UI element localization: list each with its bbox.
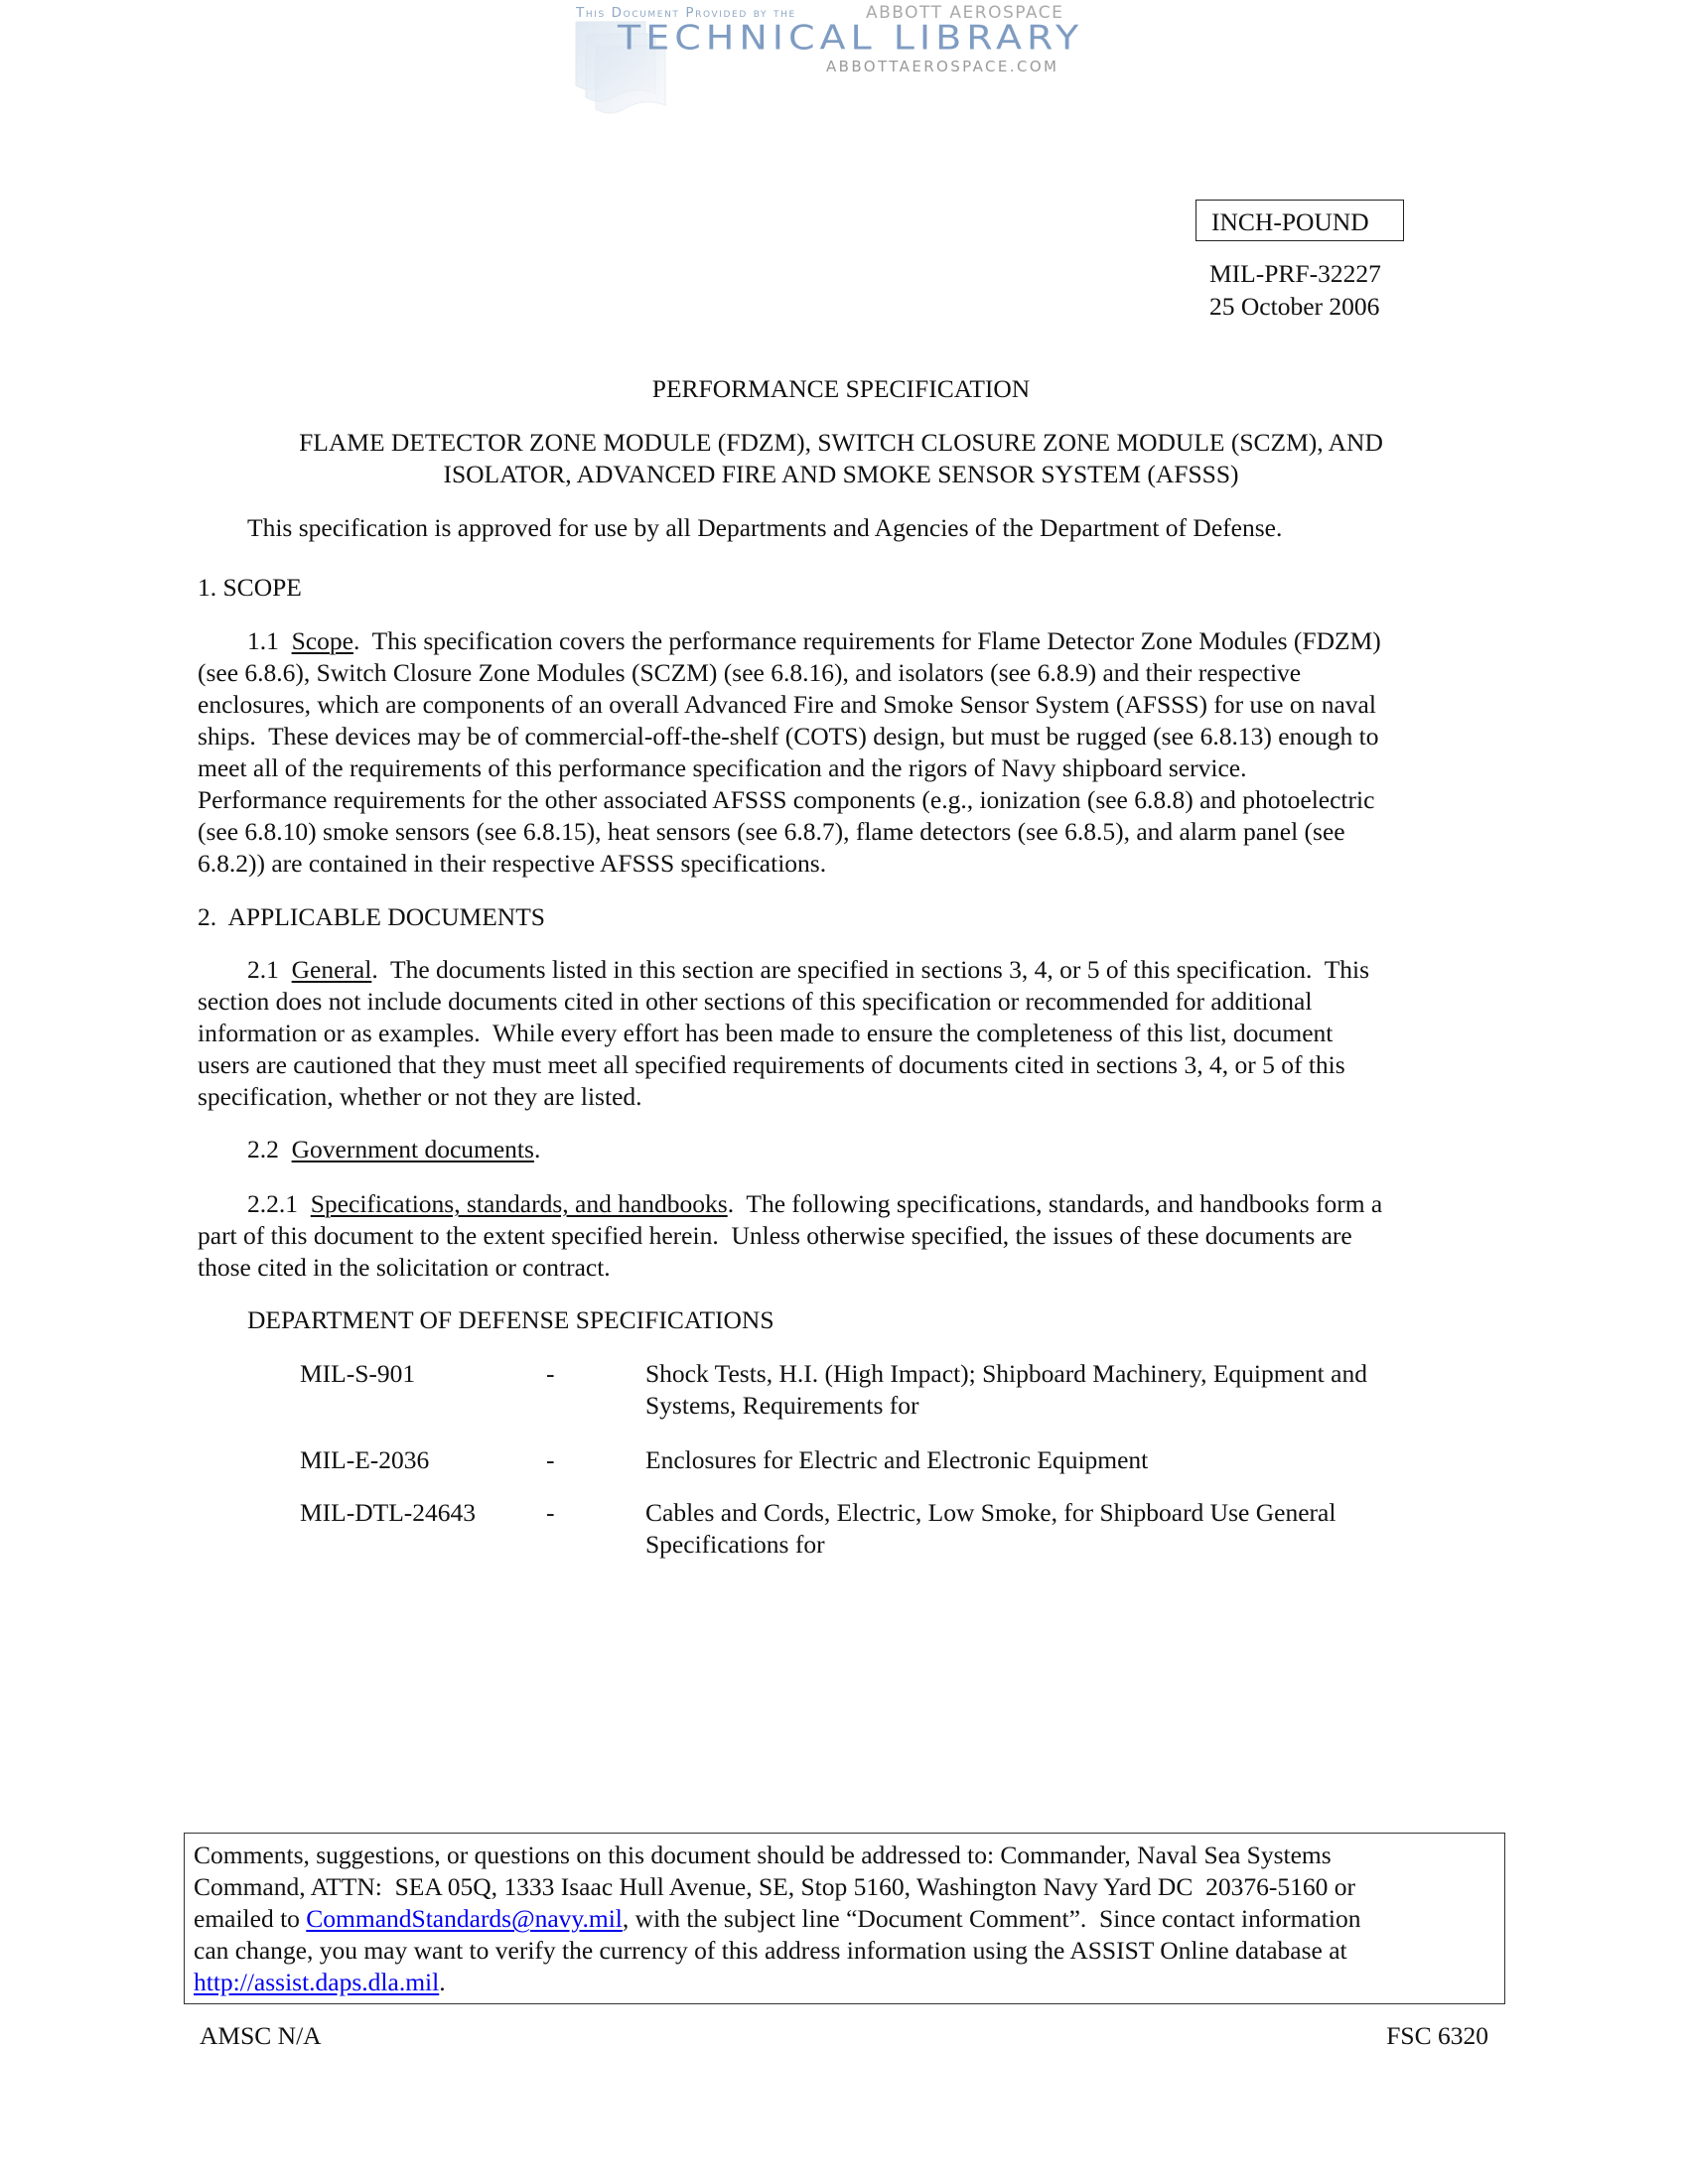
reference-number: MIL-DTL-24643 xyxy=(300,1498,477,1527)
watermark-provided-by: This Document Provided by the xyxy=(576,5,796,21)
para-2-1-text-line: specification, whether or not they are listed. xyxy=(198,1082,642,1111)
section-1-heading: 1. SCOPE xyxy=(198,573,302,602)
reference-title-cont: Systems, Requirements for xyxy=(645,1391,919,1420)
para-1-1-text-line: 6.8.2)) are contained in their respective AFSSS specifications. xyxy=(198,849,827,878)
para-2-2-1-text-line: those cited in the solicitation or contract. xyxy=(198,1253,611,1282)
watermark-brand: ABBOTT AEROSPACE xyxy=(866,3,1064,23)
comments-url-suffix: . xyxy=(439,1968,446,1996)
para-2-2-line xyxy=(247,1137,540,1162)
para-2-1-text: . The documents listed in this section are specified in sections 3, 4, or 5 of this specification. This xyxy=(371,955,1370,984)
document-date: 25 October 2006 xyxy=(1209,292,1380,321)
assist-url-link[interactable]: http://assist.daps.dla.mil xyxy=(194,1968,440,1996)
para-2-2-number: 2.2 xyxy=(247,1135,292,1163)
email-link[interactable]: CommandStandards@navy.mil xyxy=(306,1904,623,1933)
para-1-1-text-line: (see 6.8.10) smoke sensors (see 6.8.15), heat sensors (see 6.8.7), flame detectors (see 6.8.5), and alarm panel (see xyxy=(198,817,1345,846)
para-2-2-1-title: Specifications, standards, and handbooks xyxy=(310,1189,728,1218)
classification-label: INCH-POUND xyxy=(1211,207,1369,236)
reference-dash: - xyxy=(546,1498,555,1527)
comments-line-1: Comments, suggestions, or questions on this document should be addressed to: Commander, Naval Sea Systems xyxy=(194,1841,1332,1869)
para-2-2-1-line xyxy=(247,1191,1382,1217)
para-1-1-number: 1.1 xyxy=(247,626,292,655)
reference-number: MIL-E-2036 xyxy=(300,1445,430,1474)
reference-title-cont: Specifications for xyxy=(645,1530,825,1559)
comments-line-5 xyxy=(194,1970,446,1995)
reference-dash: - xyxy=(546,1359,555,1388)
approval-statement: This specification is approved for use by all Departments and Agencies of the Department of Defense. xyxy=(247,513,1283,542)
amsc-label: AMSC N/A xyxy=(200,2021,322,2050)
comments-email-suffix: , with the subject line “Document Comment”. Since contact information xyxy=(622,1904,1361,1933)
para-2-1-text-line: users are cautioned that they must meet all specified requirements of documents cited in sections 3, 4, or 5 of this xyxy=(198,1050,1345,1079)
watermark-url: ABBOTTAEROSPACE.COM xyxy=(826,58,1059,75)
para-1-1-text: . This specification covers the performance requirements for Flame Detector Zone Modules (FDZM) xyxy=(352,626,1381,655)
para-1-1-text-line: enclosures, which are components of an overall Advanced Fire and Smoke Sensor System (AFSSS) for use on naval xyxy=(198,690,1376,719)
para-1-1-title: Scope xyxy=(291,626,353,655)
document-number: MIL-PRF-32227 xyxy=(1209,259,1381,288)
para-1-1-text-line: meet all of the requirements of this performance specification and the rigors of Navy shipboard service. xyxy=(198,753,1247,782)
reference-number: MIL-S-901 xyxy=(300,1359,416,1388)
spec-type-heading: PERFORMANCE SPECIFICATION xyxy=(651,374,1031,403)
para-2-2-suffix: . xyxy=(533,1135,541,1163)
watermark-title: TECHNICAL LIBRARY xyxy=(618,18,1084,58)
reference-title: Cables and Cords, Electric, Low Smoke, for Shipboard Use General xyxy=(645,1498,1336,1527)
para-2-1-number: 2.1 xyxy=(247,955,292,984)
para-1-1-text-line: Performance requirements for the other associated AFSSS components (e.g., ionization (see 6.8.8) and photoelectric xyxy=(198,785,1375,814)
spec-title-line-2: ISOLATOR, ADVANCED FIRE AND SMOKE SENSOR SYSTEM (AFSSS) xyxy=(443,460,1239,488)
para-1-1-line xyxy=(247,628,1381,654)
para-2-1-text-line: section does not include documents cited in other sections of this specification or recommended for additional xyxy=(198,987,1313,1016)
fsc-label: FSC 6320 xyxy=(1386,2021,1488,2050)
comments-email-prefix: emailed to xyxy=(194,1904,307,1933)
para-2-1-text-line: information or as examples. While every effort has been made to ensure the completeness of this list, document xyxy=(198,1019,1334,1047)
para-2-2-1-text-line: part of this document to the extent specified herein. Unless otherwise specified, the issues of these documents are xyxy=(198,1221,1352,1250)
para-2-2-title: Government documents xyxy=(291,1135,534,1163)
reference-title: Shock Tests, H.I. (High Impact); Shipboard Machinery, Equipment and xyxy=(645,1359,1367,1388)
para-2-1-title: General xyxy=(291,955,372,984)
reference-dash: - xyxy=(546,1445,555,1474)
comments-line-2: Command, ATTN: SEA 05Q, 1333 Isaac Hull Avenue, SE, Stop 5160, Washington Navy Yard DC 20376-5160 or xyxy=(194,1872,1355,1901)
comments-line-4: can change, you may want to verify the currency of this address information using the ASSIST Online database at xyxy=(194,1936,1347,1965)
reference-title: Enclosures for Electric and Electronic Equipment xyxy=(645,1445,1149,1474)
para-1-1-text-line: (see 6.8.6), Switch Closure Zone Modules (SCZM) (see 6.8.16), and isolators (see 6.8.9) and their respective xyxy=(198,658,1302,687)
comments-line-3 xyxy=(194,1906,1360,1932)
para-1-1-text-line: ships. These devices may be of commercial-off-the-shelf (COTS) design, but must be rugged (see 6.8.13) enough to xyxy=(198,722,1379,751)
para-2-2-1-number: 2.2.1 xyxy=(247,1189,311,1218)
section-2-heading: 2. APPLICABLE DOCUMENTS xyxy=(198,902,545,931)
dod-specifications-heading: DEPARTMENT OF DEFENSE SPECIFICATIONS xyxy=(247,1305,774,1334)
spec-title-line-1: FLAME DETECTOR ZONE MODULE (FDZM), SWITCH CLOSURE ZONE MODULE (SCZM), AND xyxy=(299,428,1383,457)
para-2-2-1-text: . The following specifications, standards, and handbooks form a xyxy=(727,1189,1383,1218)
para-2-1-line xyxy=(247,957,1369,983)
